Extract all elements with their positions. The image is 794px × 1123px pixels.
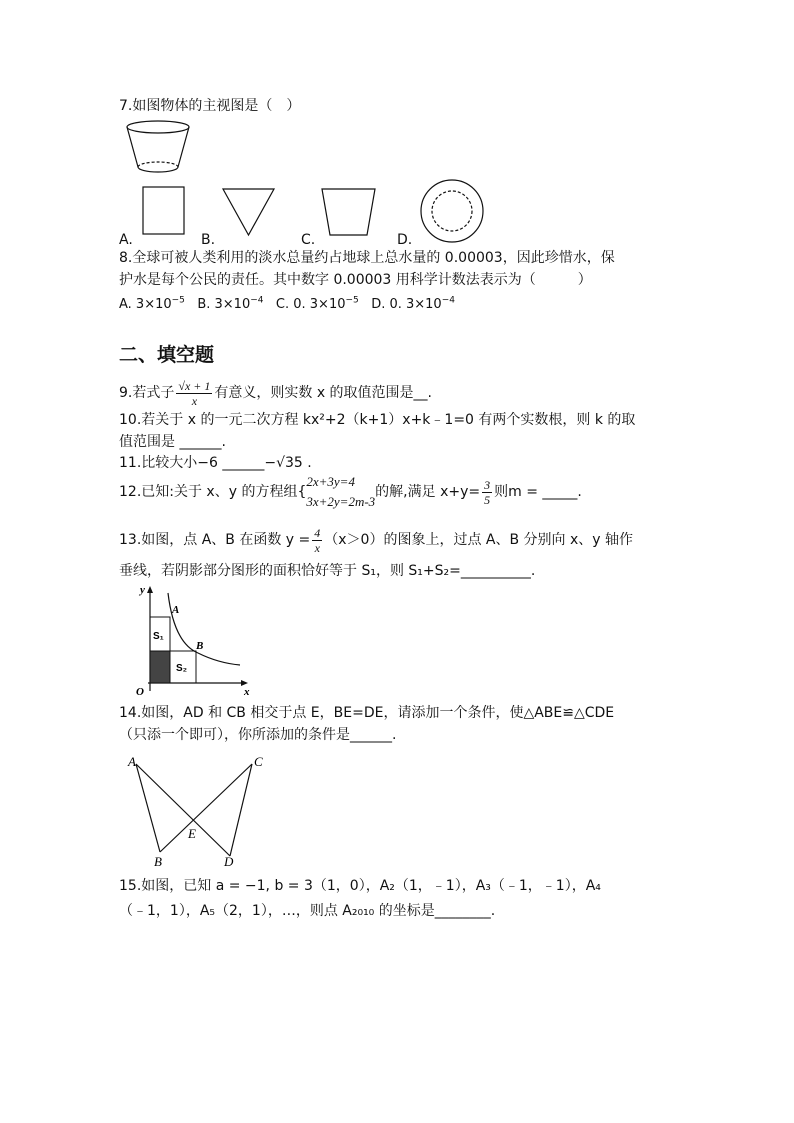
q9-prefix: 9.若式子 (119, 385, 175, 401)
q14-e-label: E (188, 826, 196, 841)
q7-stem: 7.如图物体的主视图是（ ） (119, 98, 301, 114)
q8-option-b: B. $3\times 10^{-4}$ (197, 296, 264, 313)
q12-suffix: 则m = _____. (494, 484, 582, 500)
q13-s2-label: S₂ (176, 663, 188, 674)
q15-line2: （﹣1，1），A₅（2，1），…，则点 A₂₀₁₀ 的坐标是________. (119, 903, 496, 919)
q7-option-a-rectangle (142, 186, 186, 236)
q14-b-label: B (154, 854, 162, 869)
q12-equation-system: 2x+3y=4 3x+2y=2m-3 (306, 474, 376, 509)
q9-suffix: 有意义，则实数 x 的取值范围是__. (214, 385, 433, 401)
q8-options (119, 291, 455, 315)
q7-option-c-label: C. (301, 232, 316, 248)
q11-suffix: −√35 . (264, 455, 312, 471)
q13-prefix: 13.如图，点 A、B 在函数 y = (119, 532, 311, 548)
q11-prefix: 11.比较大小−6 (119, 455, 218, 471)
q9-fraction: $\frac{√x + 1}{x}$ (178, 378, 211, 408)
q9-line (119, 376, 432, 410)
q8-option-a: A. $3\times 10^{-5}$ (119, 296, 185, 313)
q13-a-label: A (172, 604, 180, 616)
q12-middle: 的解,满足 x+y= (375, 484, 481, 500)
q14-d-label: D (224, 854, 234, 869)
q13-b-label: B (196, 640, 204, 652)
q11-line (119, 453, 312, 473)
q13-suffix: （x＞0）的图象上，过点 A、B 分别向 x、y 轴作 (324, 532, 634, 548)
q15-line1: 15.如图，已知 a = −1, b = 3（1，0），A₂（1，﹣1），A₃（﹣1，﹣1），A₄ (119, 878, 601, 894)
q7-option-d-label: D. (397, 232, 413, 248)
q13-o-label: O (136, 686, 144, 698)
q8-option-d: D. 0. $3\times 10^{-4}$ (371, 296, 455, 313)
section-title: 二、填空题 (119, 344, 215, 366)
q10-line1: 10.若关于 x 的一元二次方程 kx²+2（k+1）x+k﹣1=0 有两个实数根，则 k 的取 (119, 412, 636, 428)
q12-fraction: $\frac{3}{5}$ (484, 477, 491, 507)
q13-line1 (119, 524, 633, 556)
q14-triangles-figure (126, 752, 266, 868)
q7-option-d-circles (418, 178, 486, 244)
q14-line2: （只添一个即可），你所添加的条件是______. (119, 727, 397, 743)
q13-x-label: x (244, 686, 250, 698)
q7-option-b-label: B. (201, 232, 216, 248)
q13-y-label: y (140, 584, 145, 596)
q7-option-a-label: A. (119, 232, 133, 248)
q8-line2: 护水是每个公民的责任。其中数字 0.00003 用科学计数法表示为（ ） (119, 272, 592, 288)
q7-object-figure (118, 118, 198, 180)
q7-option-b-triangle (222, 188, 276, 238)
q12-line (119, 472, 582, 512)
q11-blank: ______ (222, 455, 265, 471)
q13-line2: 垂线，若阴影部分图形的面积恰好等于 S₁，则 S₁+S₂=__________. (119, 563, 536, 579)
q13-graph-figure (128, 583, 258, 698)
q14-line1: 14.如图，AD 和 CB 相交于点 E，BE=DE，请添加一个条件，使△ABE≌△CDE (119, 705, 615, 721)
q10-line2: 值范围是 ______. (119, 434, 226, 450)
q8-option-c: C. 0. $3\times 10^{-5}$ (275, 296, 359, 313)
q7-option-c-trapezoid (321, 188, 377, 238)
q13-fraction: $\frac{4}{x}$ (314, 525, 321, 555)
q14-c-label: C (254, 754, 263, 769)
q14-a-label: A (128, 754, 136, 769)
q8-line1: 8.全球可被人类利用的淡水总量约占地球上总水量的 0.00003，因此珍惜水，保 (119, 250, 615, 266)
q13-s1-label: S₁ (153, 631, 164, 642)
q12-prefix: 12.已知:关于 x、y 的方程组{ (119, 484, 307, 500)
